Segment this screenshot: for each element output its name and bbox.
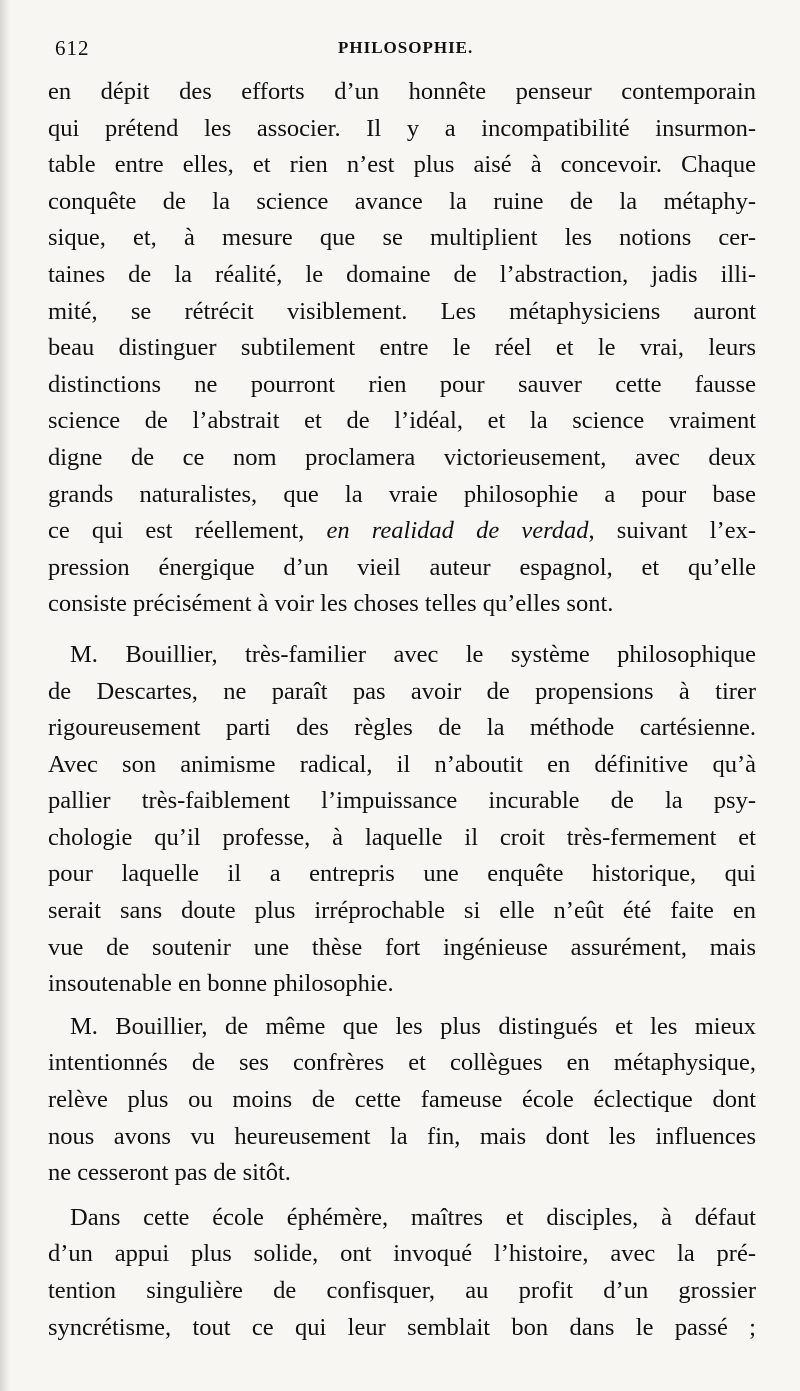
text-line: tention singulière de confisquer, au profit d’un grossier	[48, 1277, 756, 1304]
text-line: chologie qu’il professe, à laquelle il croit très-fermement et	[48, 823, 756, 851]
running-head: PHILOSOPHIE.	[338, 38, 474, 57]
page-edge-shadow	[0, 0, 10, 1391]
paragraph-gap	[48, 1192, 756, 1200]
text-line: table entre elles, et rien n’est plus aisé à concevoir. Chaque	[48, 151, 756, 179]
text-line: relève plus ou moins de cette fameuse école éclectique dont	[48, 1086, 756, 1114]
text-line: pallier très-faiblement l’impuissance incurable de la psy-	[48, 787, 756, 815]
text-line: Dans cette école éphémère, maîtres et disciples, à défaut	[70, 1203, 756, 1231]
text-line: d’un appui plus solide, ont invoqué l’histoire, avec la pré-	[48, 1240, 756, 1268]
text-line: M. Bouillier, de même que les plus distingués et les mieux	[70, 1012, 756, 1040]
text-line: nous avons vu heureusement la fin, mais dont les influences	[48, 1122, 756, 1150]
text-line: conquête de la science avance la ruine de la métaphy-	[48, 187, 756, 215]
text-segment: , suivant l’ex-	[588, 517, 756, 545]
text-line: de Descartes, ne paraît pas avoir de propensions à tirer	[48, 677, 756, 705]
page-header	[55, 36, 755, 62]
text-line: vue de soutenir une thèse fort ingénieuse assurément, mais	[48, 933, 756, 961]
text-line: Avec son animisme radical, il n’aboutit en définitive qu’à	[48, 750, 756, 778]
text-line: grands naturalistes, que la vraie philosophie a pour base	[48, 480, 756, 508]
text-line: beau distinguer subtilement entre le réel et le vrai, leurs	[48, 334, 756, 362]
text-segment: ce qui est réellement,	[48, 517, 327, 545]
text-line: mité, se rétrécit visiblement. Les métaphysiciens auront	[48, 297, 756, 325]
paragraph-gap	[48, 623, 756, 637]
text-line: science de l’abstrait et de l’idéal, et la science vraiment	[48, 407, 756, 435]
text-line: M. Bouillier, très-familier avec le système philosophique	[70, 640, 756, 668]
italic-quote: en realidad de verdad	[326, 517, 589, 545]
text-line: qui prétend les associer. Il y a incompatibilité insurmon-	[48, 114, 756, 142]
text-line: ne cesseront pas de sitôt.	[48, 1159, 291, 1187]
text-line-with-italic	[48, 513, 756, 550]
text-line: syncrétisme, tout ce qui leur semblait bon dans le passé ;	[48, 1313, 756, 1341]
text-line: rigoureusement parti des règles de la méthode cartésienne.	[48, 714, 756, 742]
text-line: intentionnés de ses confrères et collègues en métaphysique,	[48, 1049, 756, 1077]
page-number: 612	[55, 36, 90, 60]
body-text	[48, 74, 756, 1346]
text-line: serait sans doute plus irréprochable si elle n’eût été faite en	[48, 897, 756, 925]
text-line: sique, et, à mesure que se multiplient les notions cer-	[48, 224, 756, 252]
text-line: consiste précisément à voir les choses telles qu’elles sont.	[48, 590, 614, 618]
text-line: taines de la réalité, le domaine de l’abstraction, jadis illi-	[48, 260, 756, 288]
text-line: insoutenable en bonne philosophie.	[48, 970, 394, 998]
text-line: en dépit des efforts d’un honnête penseur contemporain	[48, 78, 756, 105]
text-line: pour laquelle il a entrepris une enquête historique, qui	[48, 860, 756, 888]
text-line: digne de ce nom proclamera victorieusement, avec deux	[48, 443, 756, 471]
text-line: pression énergique d’un vieil auteur espagnol, et qu’elle	[48, 553, 756, 581]
text-line: distinctions ne pourront rien pour sauver cette fausse	[48, 370, 756, 398]
